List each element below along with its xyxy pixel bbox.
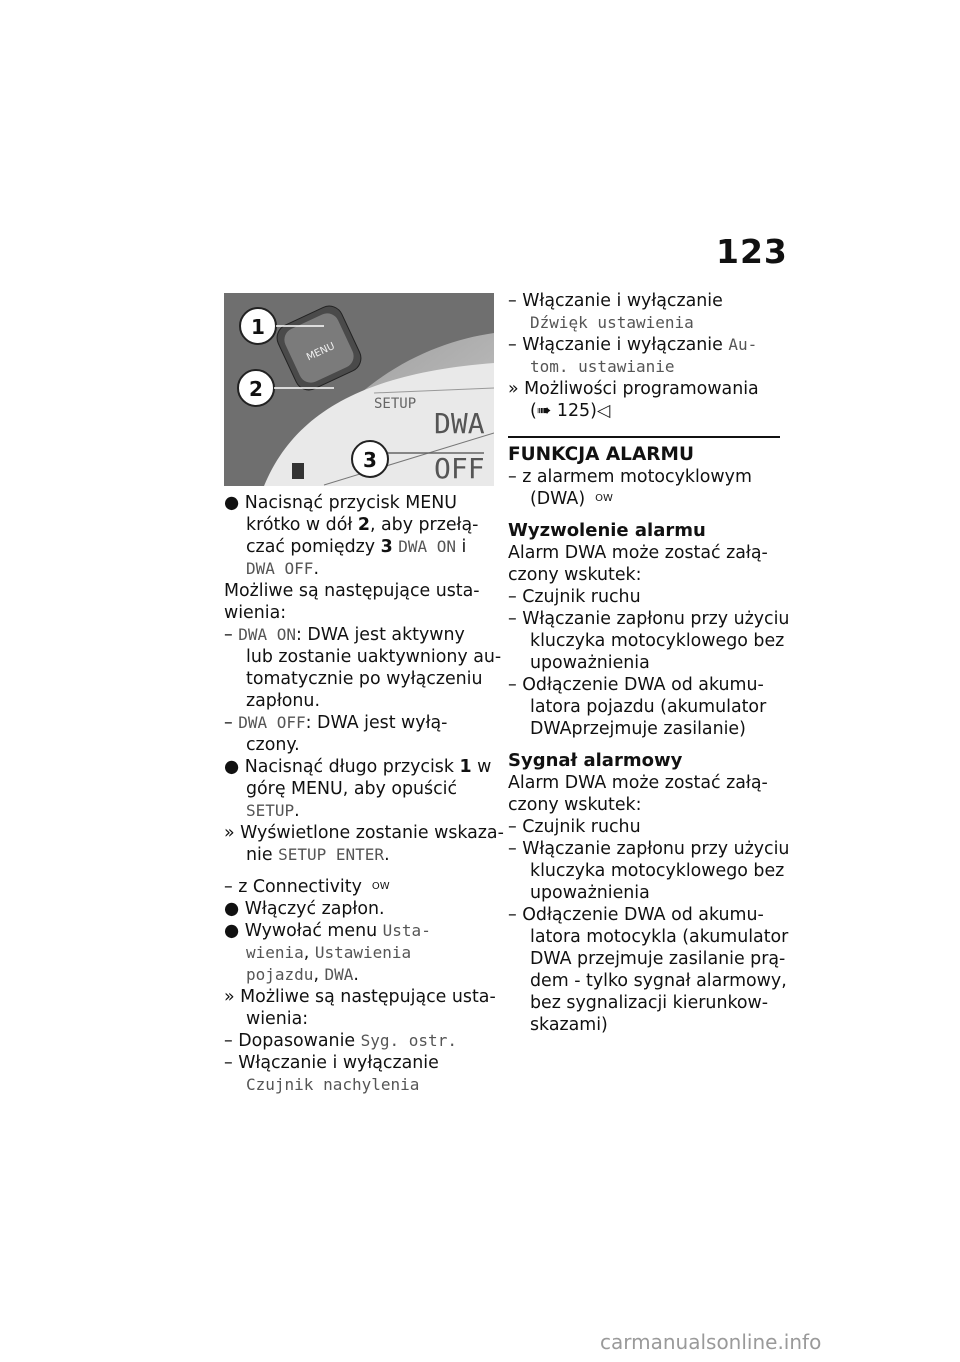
callout-1: 1	[251, 315, 265, 339]
text-line: Włączanie zapłonu przy użyciu	[522, 839, 790, 859]
text-line: Możliwości programowania	[524, 379, 759, 399]
display-text: Syg. ostr.	[360, 1031, 457, 1050]
watermark: carmanualsonline.info	[600, 1330, 822, 1354]
option-badge: OW	[595, 493, 613, 504]
callout-2: 2	[249, 377, 263, 401]
display-text: DWA ON	[238, 625, 297, 644]
display-text: DWA OFF	[238, 713, 306, 732]
arrow-right-icon: ➠	[536, 401, 552, 421]
text: z Connectivity	[238, 877, 362, 897]
text-line: Alarm DWA może zostać załą-	[508, 543, 768, 563]
display-text: SETUP	[246, 801, 295, 820]
text: .	[353, 965, 359, 985]
text: nie	[246, 845, 279, 865]
text: ,	[313, 965, 325, 985]
text-line: dem - tylko sygnał alarmowy,	[530, 971, 787, 991]
text: .	[384, 845, 390, 865]
option-badge: OW	[371, 881, 390, 892]
text-line: Czujnik ruchu	[522, 587, 641, 607]
left-column: ● Nacisnąć przycisk MENU krótko w dół 2, aby przełą- czać pomiędzy 3 DWA ON i DWA OFF. Możliwe są następujące usta- wienia: – DWA ON: DWA jest aktywny lub zostanie uaktywniony au- tomatycznie po wyłączeniu zapłonu. – DWA OFF: DWA jest wyłą- czony. ● Nacisnąć długo przycisk 1 w górę MENU, aby opuścić SETUP. » Wyświetlone zostanie wskaza- nie SETUP ENTER. – z Connectivity $^{OW}$ ● Włączyć zapłon. ● Wywołać menu Usta- wienia, Ustawienia pojazdu, DWA. » Możliwe są następujące usta- wienia: – Dopasowanie Syg. ostr. – Włączanie i wyłączanie Czujnik nachylenia	[224, 493, 504, 1094]
display-text: DWA ON	[398, 537, 457, 556]
text-line: czony wskutek:	[508, 565, 642, 585]
subheading: Wyzwolenie alarmu	[508, 520, 706, 541]
text: : DWA jest wyłą-	[305, 713, 448, 733]
text-line: skazami)	[530, 1015, 608, 1035]
menu-button-figure	[224, 293, 494, 486]
text-line: Włączanie i wyłączanie	[522, 291, 723, 311]
page-ref: 125)	[556, 401, 597, 421]
text-line: wienia:	[246, 1009, 309, 1029]
text-line: Włączanie zapłonu przy użyciu	[522, 609, 790, 629]
display-text: DWA OFF	[246, 559, 314, 578]
text-line: Możliwe są następujące usta-	[224, 581, 480, 601]
text-line: Możliwe są następujące usta-	[240, 987, 496, 1007]
text-line: Nacisnąć przycisk MENU	[244, 493, 457, 513]
display-text: DWA	[324, 965, 354, 984]
display-text: tom. ustawianie	[530, 357, 675, 376]
text: Włączanie i wyłączanie	[522, 335, 729, 355]
text-line: Czujnik ruchu	[522, 817, 641, 837]
page-number: 123	[716, 232, 788, 271]
display-text: Au-	[728, 335, 758, 354]
text-line: upoważnienia	[530, 653, 650, 673]
text-line: Odłączenie DWA od akumu-	[522, 905, 764, 925]
text-line: bez sygnalizacji kierunkow-	[530, 993, 769, 1013]
callout-3: 3	[363, 448, 377, 472]
display-text: wienia	[246, 943, 304, 962]
display-text: Czujnik nachylenia	[246, 1075, 420, 1094]
text: ,	[303, 943, 315, 963]
text-line: z alarmem motocyklowym	[522, 467, 752, 487]
display-dwa: DWA	[434, 407, 485, 440]
text-line: czony wskutek:	[508, 795, 642, 815]
text-line: Włączanie i wyłączanie	[238, 1053, 439, 1073]
text: Nacisnąć długo przycisk	[244, 757, 460, 777]
text: : DWA jest aktywny	[296, 625, 465, 645]
text-line: zapłonu.	[246, 691, 320, 711]
text-line: wienia:	[224, 603, 287, 623]
display-setup: SETUP	[374, 396, 417, 412]
text: (DWA)	[530, 489, 586, 509]
text-line: Włączyć zapłon.	[244, 899, 385, 919]
text: krótko w dół	[246, 515, 358, 535]
callout-ref: 2	[357, 515, 370, 535]
text-line: DWAprzejmuje zasilanie)	[530, 719, 746, 739]
text-line: kluczyka motocyklowego bez	[530, 861, 785, 881]
text-line: Alarm DWA może zostać załą-	[508, 773, 768, 793]
display-text: Usta-	[382, 921, 431, 940]
text-line: kluczyka motocyklowego bez	[530, 631, 785, 651]
text-line: upoważnienia	[530, 883, 650, 903]
text: .	[313, 559, 319, 579]
text-line: lub zostanie uaktywniony au-	[246, 647, 502, 667]
display-text: Ustawienia	[314, 943, 412, 962]
display-text: Dźwięk ustawienia	[530, 313, 694, 332]
text-line: górę MENU, aby opuścić	[246, 779, 458, 799]
display-text: pojazdu	[246, 965, 314, 984]
text-line: latora motocykla (akumulator	[530, 927, 789, 947]
text: Dopasowanie	[238, 1031, 361, 1051]
display-text: SETUP ENTER	[278, 845, 385, 864]
text-line: Odłączenie DWA od akumu-	[522, 675, 764, 695]
text: i	[456, 537, 467, 557]
end-mark-icon: ◁	[596, 401, 611, 421]
callout-ref: 3	[380, 537, 393, 557]
subheading: Sygnał alarmowy	[508, 750, 683, 771]
text: .	[294, 801, 300, 821]
text-line: tomatycznie po wyłączeniu	[246, 669, 483, 689]
text-line: czony.	[246, 735, 300, 755]
text: w	[471, 757, 492, 777]
text: Wywołać menu	[244, 921, 383, 941]
text: czać pomiędzy	[246, 537, 381, 557]
section-heading: FUNKCJA ALARMU	[508, 436, 780, 466]
callout-ref: 1	[459, 757, 472, 777]
text-line: Wyświetlone zostanie wskaza-	[240, 823, 504, 843]
display-off: OFF	[434, 452, 485, 485]
text-line: DWA przejmuje zasilanie prą-	[530, 949, 786, 969]
text-line: latora pojazdu (akumulator	[530, 697, 767, 717]
right-column: – Włączanie i wyłączanie Dźwięk ustawienia – Włączanie i wyłączanie Au- tom. ustawianie » Możliwości programowania (➠ 125)◁ FUNKCJA ALARMU – z alarmem motocyklowym (DWA) $^{OW}$ Wyzwolenie alarmu Alarm DWA może zostać załą- czony wskutek: – Czujnik ruchu – Włączanie zapłonu przy użyciu kluczyka motocyklowego bez upoważnienia – Odłączenie DWA od akumu- latora pojazdu (akumulator DWAprzejmuje zasilanie) Sygnał alarmowy Alarm DWA może zostać załą- czony wskutek: – Czujnik ruchu – Włączanie zapłonu przy użyciu kluczyka motocyklowego bez upoważnienia – Odłączenie DWA od akumu- latora motocykla (akumulator DWA przejmuje zasilanie prą- dem - tylko sygnał alarmowy, bez sygnalizacji kierunkow- skazami)	[508, 291, 790, 1035]
button-label: MENU	[304, 340, 337, 364]
text: , aby przełą-	[369, 515, 479, 535]
